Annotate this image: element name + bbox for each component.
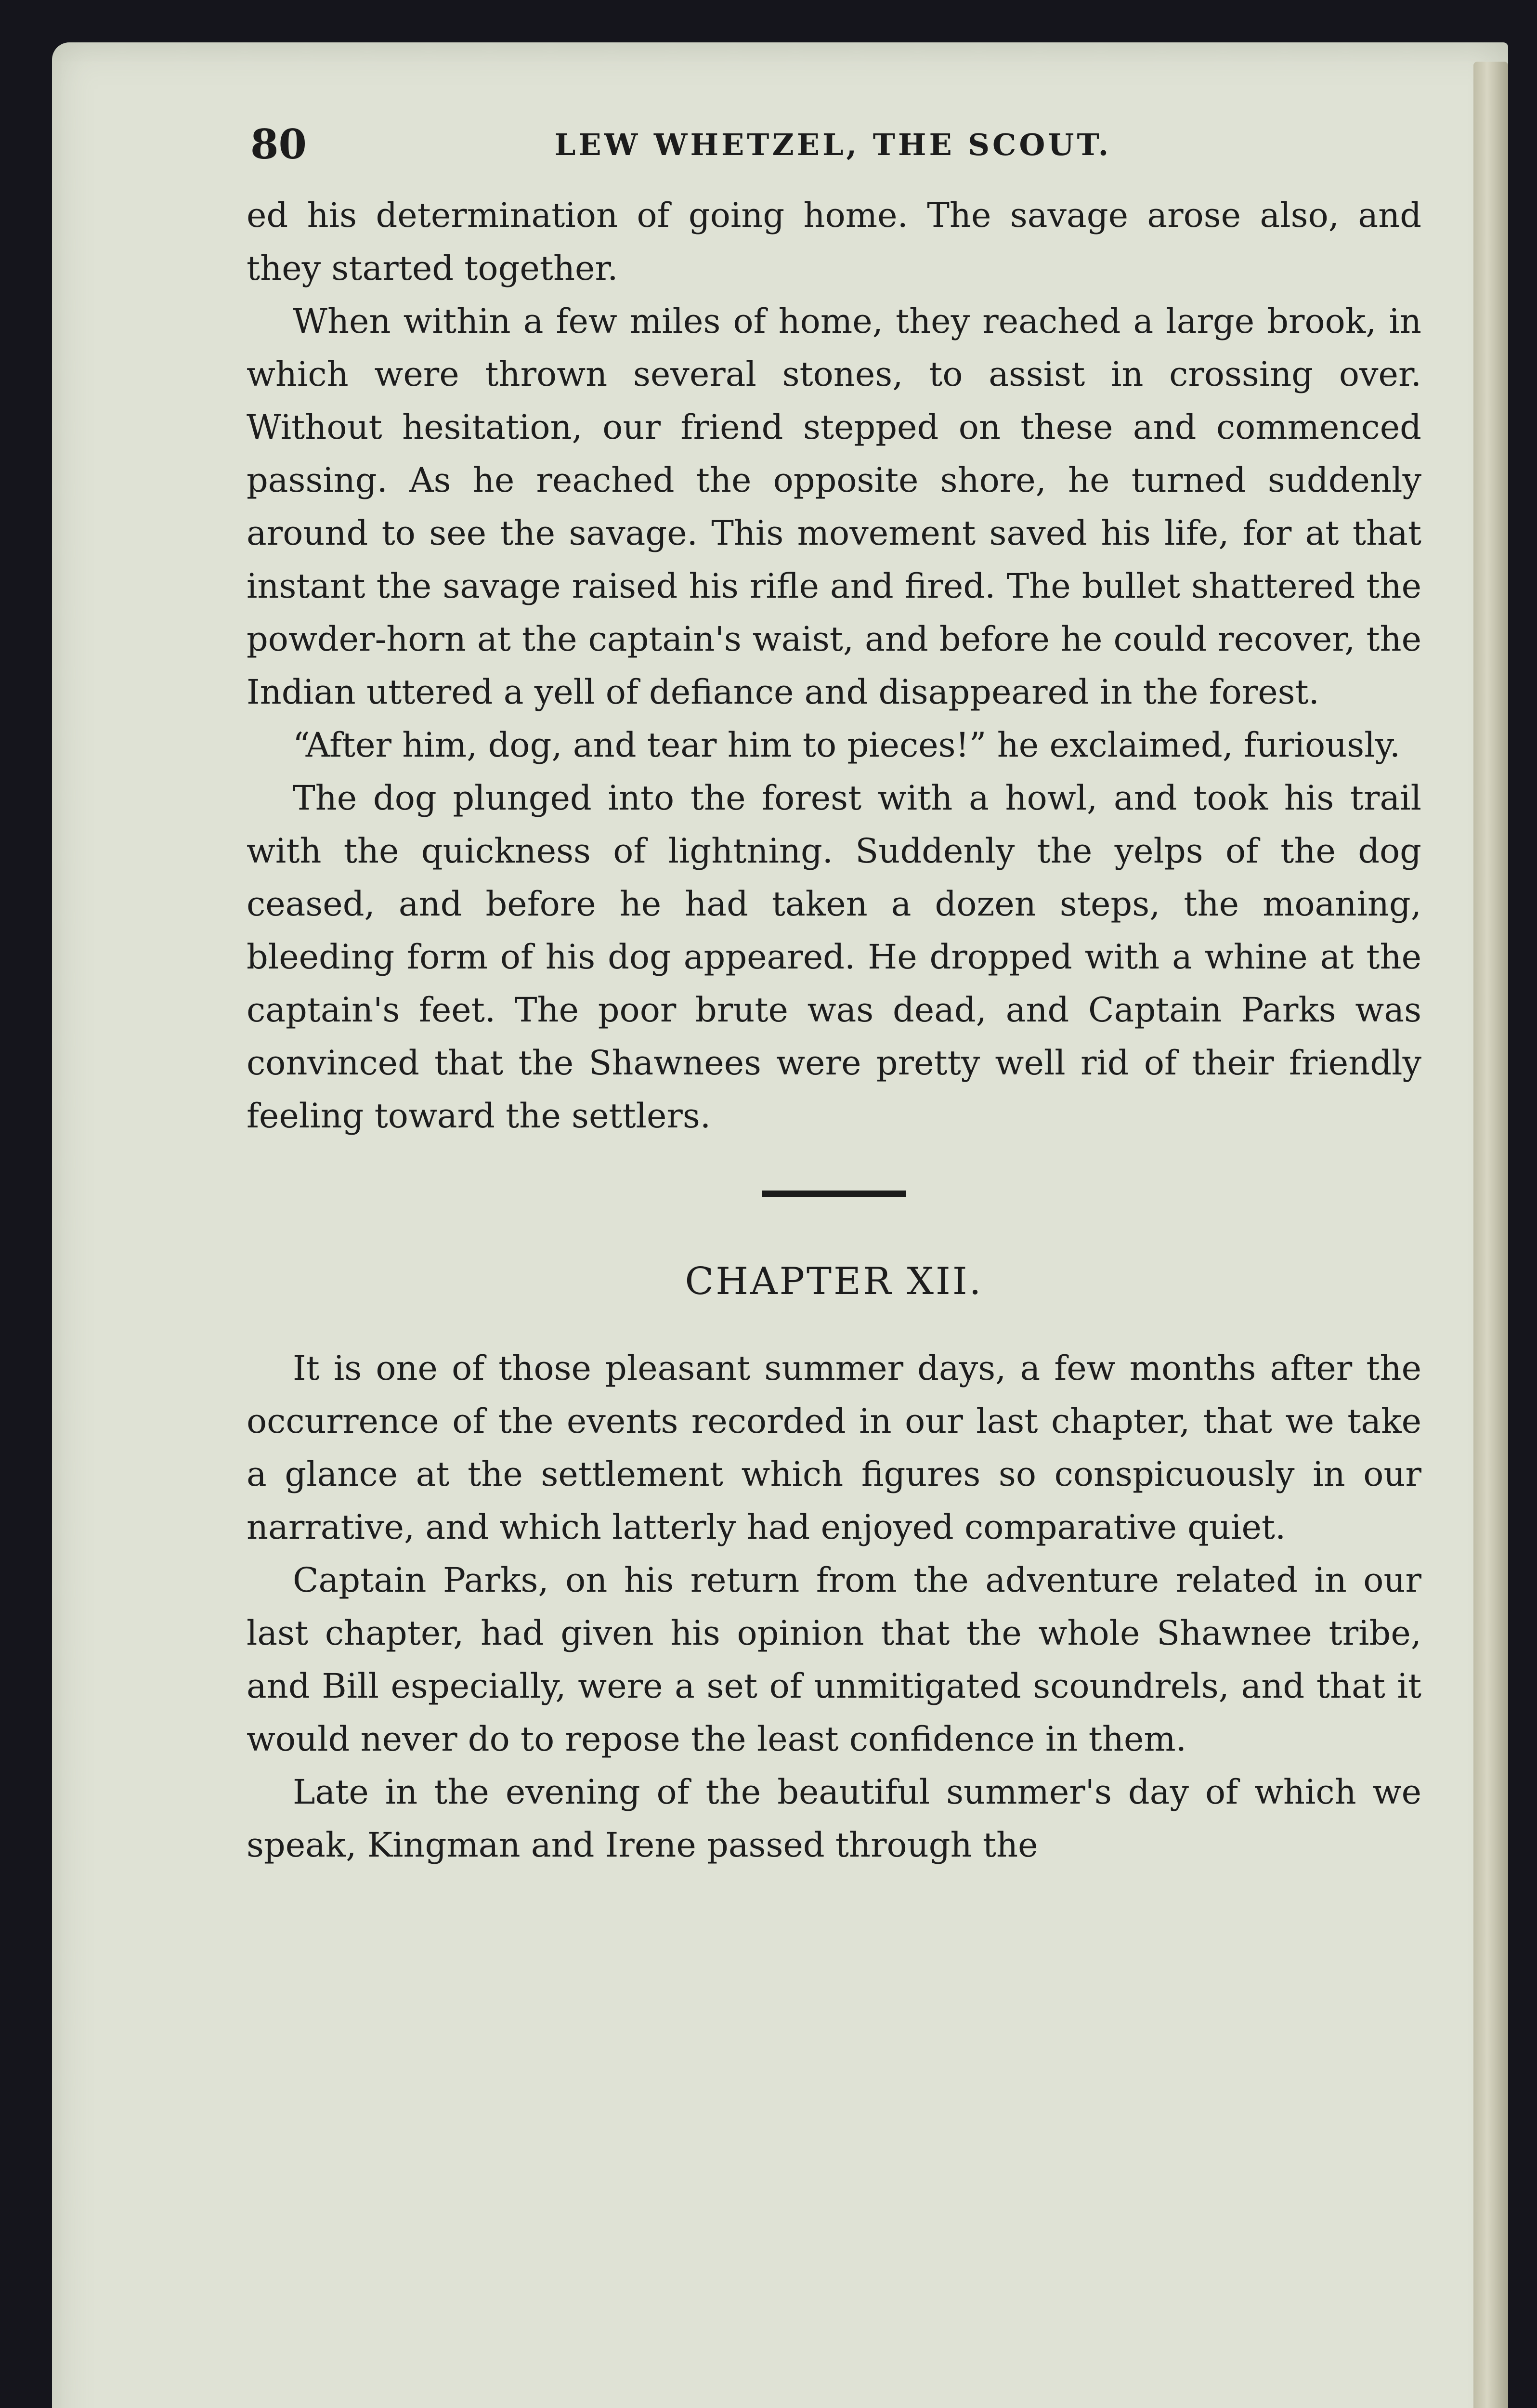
page-number: 80 bbox=[250, 120, 307, 168]
page-edge bbox=[1473, 62, 1508, 2408]
paragraph: Captain Parks, on his return from the adventure related in our last chapter, had given his opinion that the whole Shawnee tribe, and Bill especially, were a set of unmitigated scoundrels, and that it would never do to repose the least confidence in them. bbox=[247, 1560, 1421, 1759]
paragraph: “After him, dog, and tear him to pieces!” he exclaimed, furiously. bbox=[293, 725, 1401, 765]
paragraph: Late in the evening of the beautiful summer's day of which we speak, Kingman and Irene passed through the bbox=[247, 1772, 1421, 1865]
paragraph: It is one of those pleasant summer days, a few months after the occurrence of the events recorded in our last chapter, that we take a glance at the settlement which figures so conspicuously in our narrative, and which latterly had enjoyed comparative quiet. bbox=[247, 1348, 1421, 1547]
paragraph: The dog plunged into the forest with a howl, and took his trail with the quickness of lightning. Suddenly the yelps of the dog ceased, and before he had taken a dozen steps, the moaning, bleeding form of his dog appeared. He dropped with a whine at the captain's feet. The poor brute was dead, and Captain Parks was convinced that the Shawnees were pretty well rid of their friendly feeling toward the settlers. bbox=[247, 778, 1421, 1136]
page-header bbox=[250, 120, 1416, 178]
paragraph: ed his determination of going home. The savage arose also, and they started together. bbox=[247, 196, 1421, 288]
section-divider bbox=[762, 1191, 906, 1197]
body-text bbox=[247, 189, 1421, 1871]
chapter-title: CHAPTER XII. bbox=[685, 1260, 983, 1303]
running-head: LEW WHETZEL, THE SCOUT. bbox=[554, 127, 1112, 162]
paragraph: When within a few miles of home, they reached a large brook, in which were thrown several stones, to assist in crossing over. Without hesitation, our friend stepped on these and commenced passing. As he reached the opposite shore, he turned suddenly around to see the savage. This movement saved his life, for at that instant the savage raised his rifle and fired. The bullet shattered the powder-horn at the captain's waist, and before he could recover, the Indian uttered a yell of defiance and disappeared in the forest. bbox=[247, 301, 1421, 712]
